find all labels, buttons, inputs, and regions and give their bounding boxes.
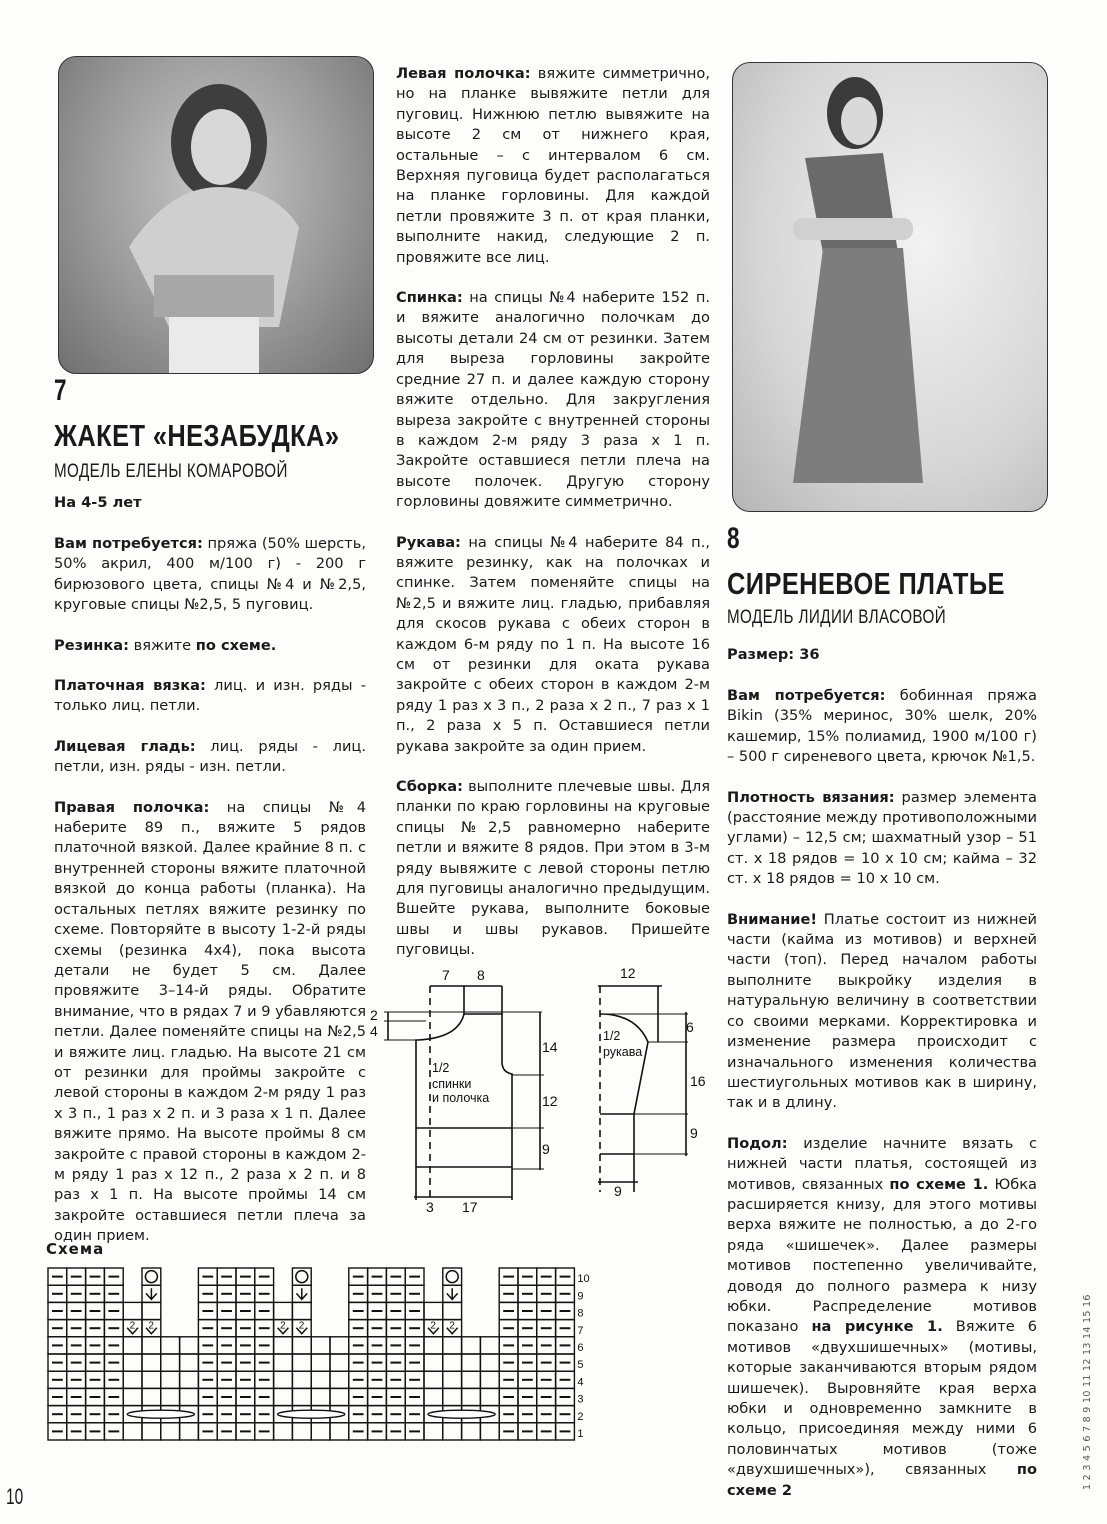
chart-cell bbox=[480, 1388, 499, 1405]
row-number: 2 bbox=[577, 1410, 584, 1423]
cable-symbol bbox=[428, 1410, 495, 1418]
chart-cell bbox=[424, 1423, 443, 1440]
chart-cell bbox=[142, 1423, 161, 1440]
dim-body-rib: 9 bbox=[542, 1141, 550, 1157]
decrease-2-label: 2 bbox=[298, 1320, 305, 1332]
dim-body-top-right: 8 bbox=[477, 967, 485, 983]
chart-cell bbox=[292, 1423, 311, 1440]
chart-cell bbox=[123, 1337, 142, 1354]
chart-cell bbox=[462, 1337, 481, 1354]
back-paragraph: Спинка: на спицы №4 наберите 152 п. и вяжите аналогично полочкам до высоты детали 24 см от резинки. Затем для выреза горловины закройте средние 27 п. и далее каждую сторону вяжите отдельно. Для закругления выреза закройте с внутренней стороны в каждом 2-м ряду 3 раза х 1 п. Закройте оставшиеся петли плеча на высоте полочек. Другую сторону горловины довяжите симметрично. bbox=[396, 289, 710, 511]
body-label-1: 1/2 bbox=[432, 1061, 450, 1075]
chart-cell bbox=[292, 1371, 311, 1388]
body-label-2: спинки bbox=[432, 1077, 472, 1091]
row-number: 8 bbox=[577, 1307, 584, 1320]
body-label-3: и полочка bbox=[432, 1091, 490, 1105]
chart-cell bbox=[330, 1354, 349, 1371]
row-number: 9 bbox=[577, 1290, 584, 1303]
dim-sleeve-bottom: 9 bbox=[614, 1183, 622, 1199]
chart-cell bbox=[480, 1354, 499, 1371]
chart-cell bbox=[462, 1371, 481, 1388]
chart-cell bbox=[424, 1371, 443, 1388]
materials-paragraph: Вам потребуется: пряжа (50% шерсть, 50% акрил, 400 м/100 г) - 200 г бирюзового цвета, спицы №4 и №2,5, круговые спицы №2,5, 5 пуговиц. bbox=[54, 535, 366, 614]
decrease-symbol bbox=[447, 1288, 458, 1299]
chart-cell bbox=[123, 1354, 142, 1371]
model-7-column-2 bbox=[396, 64, 710, 981]
dim-sleeve-length: 16 bbox=[690, 1073, 706, 1089]
chart-cell bbox=[123, 1423, 142, 1440]
right-front-paragraph: Правая полочка: на спицы №4 наберите 89 п., вяжите 5 рядов платочной вязкой. Далее крайние 8 п. с внутренней стороны вяжите платочной вязкой до конца работы (планка). На остальных петлях вяжите резинку по схеме. Повторяйте в высоту 1-2-й ряды схемы (резинка 4х4), пока высота детали не будет 5 см. Далее провяжите 3–14-й ряды. Обратите внимание, что в рядах 7 и 9 убавляются петли. Далее поменяйте спицы на №2,5 и вяжите лиц. гладью. На высоте 21 см от резинки для проймы закройте с левой стороны в каждом 2-м ряду 1 раз х 3 п., 1 раз х 2 п. и 3 раза х 1 п. Далее вяжите прямо. На высоте проймы 8 см закройте с правой стороны в каждом 2-м ряду 1 раз х 12 п., 2 раза х 2 п. и 8 раз х 1 п. На высоте проймы 14 см закройте оставшиеся петли плеча за один прием. bbox=[54, 798, 366, 1245]
chart-cell bbox=[311, 1423, 330, 1440]
model-8-title: СИРЕНЕВОЕ ПЛАТЬЕ bbox=[727, 566, 1005, 601]
chart-cell bbox=[480, 1337, 499, 1354]
chart-cell bbox=[330, 1337, 349, 1354]
sleeve-label-1: 1/2 bbox=[603, 1029, 621, 1043]
chart-cell bbox=[123, 1371, 142, 1388]
cable-symbol bbox=[127, 1410, 194, 1418]
model-8-author: МОДЕЛЬ ЛИДИИ ВЛАСОВОЙ bbox=[727, 607, 947, 628]
chart-cell bbox=[274, 1371, 293, 1388]
dim-body-bottom-left: 3 bbox=[426, 1199, 434, 1215]
pattern-diagram bbox=[366, 962, 706, 1224]
decrease-symbol bbox=[296, 1288, 307, 1299]
chart-cell bbox=[123, 1302, 142, 1319]
photo-girl-jacket bbox=[58, 56, 374, 374]
chart-cell bbox=[161, 1354, 180, 1371]
dim-sleeve-rib: 9 bbox=[690, 1125, 698, 1141]
chart-cell bbox=[142, 1388, 161, 1405]
chart-cell bbox=[161, 1423, 180, 1440]
dim-body-armhole: 14 bbox=[542, 1039, 558, 1055]
hem-paragraph: Подол: изделие начните вязать с нижней части платья, состоящей из мотивов, связанных по схеме 1. Юбка расширяется книзу, для этого мотивы верха вяжите не полностью, а до 2-го ряда «шишечек». Далее размеры мотивов постепенно увеличивайте, доводя до полного размера к низу юбки. Распределение мотивов показано на рисунке 1. Вяжите 6 мотивов «двухшишечных» (мотивы, которые заканчиваются вторым рядом шишечек). Выровняйте края верха юбки и одновременно замкните в кольцо, присоединяя между ними 6 половинчатых мотивов (тоже «двухшишечных»), связанных по схеме 2 bbox=[727, 1134, 1038, 1499]
chart-cell bbox=[480, 1371, 499, 1388]
decrease-2-label: 2 bbox=[148, 1320, 154, 1332]
chart-cell bbox=[180, 1423, 199, 1440]
model-8-number: 8 bbox=[727, 522, 740, 555]
sleeves-paragraph: Рукава: на спицы №4 наберите 84 п., вяжите резинку, как на полочках и спинке. Затем поменяйте спицы на №2,5 и вяжите лиц. гладью, прибавляя для скосов рукава с обеих сторон в каждом 6-м ряду по 1 п. На высоте 16 см от резинки для оката рукава закройте с обеих сторон в каждом 2-м ряду 1 раз х 3 п., 2 раза х 2 п., 7 раз х 1 п., 2 раза х 5 п. Оставшиеся петли рукава закройте за один прием. bbox=[396, 533, 710, 755]
chart-cell bbox=[462, 1423, 481, 1440]
chart-cell bbox=[311, 1354, 330, 1371]
chart-cell bbox=[142, 1354, 161, 1371]
row-number: 5 bbox=[577, 1359, 584, 1372]
row-number: 1 bbox=[577, 1428, 584, 1440]
chart-cell bbox=[443, 1388, 462, 1405]
chart-cell bbox=[274, 1302, 293, 1319]
decrease-2-label: 2 bbox=[430, 1320, 436, 1332]
chart-cell bbox=[330, 1388, 349, 1405]
dress-materials-paragraph: Вам потребуется: бобинная пряжа Bikin (35% меринос, 30% шелк, 20% кашемир, 15% полиамид, 1900 м/100 г) – 500 г сиреневого цвета, крючок №1,5. bbox=[727, 687, 1037, 766]
chart-cell bbox=[142, 1371, 161, 1388]
chart-cell bbox=[161, 1388, 180, 1405]
chart-cell bbox=[180, 1371, 199, 1388]
chart-cell bbox=[443, 1423, 462, 1440]
chart-cell bbox=[424, 1337, 443, 1354]
page-number: 10 bbox=[6, 1484, 24, 1509]
chart-cell bbox=[161, 1337, 180, 1354]
stockinette-paragraph: Лицевая гладь: лиц. ряды - лиц. петли, изн. ряды - изн. петли. bbox=[54, 737, 366, 776]
chart-cell bbox=[142, 1302, 161, 1319]
knitting-chart bbox=[46, 1266, 596, 1442]
decrease-2-label: 2 bbox=[129, 1320, 136, 1332]
chart-cell bbox=[123, 1388, 142, 1405]
chart-cell bbox=[443, 1302, 462, 1319]
chart-cell bbox=[142, 1337, 161, 1354]
attention-paragraph: Внимание! Платье состоит из нижней части (кайма из мотивов) и верхней части (топ). Перед началом работы выполните выкройку изделия в натуральную величину в соответствии со своими мерками. Корректировка и изменение размера происходит с изначального изменения количества шестиугольных мотивов как в ширину, так и в длину. bbox=[727, 910, 1037, 1112]
dim-body-left-bottom: 4 bbox=[370, 1023, 378, 1039]
chart-cell bbox=[274, 1423, 293, 1440]
dim-body-left-top: 2 bbox=[370, 1007, 378, 1023]
model-7-number: 7 bbox=[54, 374, 67, 407]
chart-cell bbox=[292, 1337, 311, 1354]
chart-cell bbox=[443, 1354, 462, 1371]
chart-cell bbox=[180, 1388, 199, 1405]
woman-silhouette-icon bbox=[733, 63, 1047, 511]
row-number: 10 bbox=[577, 1273, 590, 1286]
chart-cell bbox=[292, 1388, 311, 1405]
dim-body-length: 12 bbox=[542, 1093, 558, 1109]
chart-cell bbox=[462, 1388, 481, 1405]
decrease-symbol bbox=[146, 1288, 157, 1299]
gauge-paragraph: Плотность вязания: размер элемента (расстояние между противоположными углами) – 12,5 см; шахматный узор – 51 ст. х 18 рядов = 10 х 10 см; кайма – 32 ст. х 18 рядов = 10 х 10 см. bbox=[727, 788, 1037, 888]
chart-cell bbox=[330, 1423, 349, 1440]
chart-cell bbox=[292, 1354, 311, 1371]
dim-body-bottom-right: 17 bbox=[462, 1199, 478, 1215]
row-number: 7 bbox=[577, 1324, 584, 1337]
row-number: 6 bbox=[577, 1342, 584, 1354]
decrease-2-label: 2 bbox=[449, 1320, 455, 1332]
yarn-over-symbol bbox=[145, 1271, 157, 1283]
chart-cell bbox=[180, 1354, 199, 1371]
model-7-column-1 bbox=[54, 534, 366, 1267]
chart-cell bbox=[274, 1388, 293, 1405]
dim-sleeve-top: 12 bbox=[620, 965, 636, 981]
photo-woman-dress bbox=[732, 62, 1048, 512]
left-front-paragraph: Левая полочка: вяжите симметрично, но на планке вывяжите петли для пуговиц. Нижнюю петлю вывяжите на высоте 2 см от нижнего края, остальные – с интервалом 6 см. Верхняя пуговица будет располагаться на планке горловины. Для каждой петли провяжите 3 п. от края планки, выполните накид, следующие 2 п. провяжите все лиц. bbox=[396, 65, 710, 266]
sleeve-label-2: рукава bbox=[603, 1045, 643, 1059]
row-number: 4 bbox=[577, 1376, 584, 1389]
girl-silhouette-icon bbox=[59, 57, 373, 373]
chart-cell bbox=[274, 1354, 293, 1371]
yarn-over-symbol bbox=[446, 1271, 458, 1283]
chart-cell bbox=[311, 1388, 330, 1405]
chart-cell bbox=[180, 1337, 199, 1354]
dim-body-top-left: 7 bbox=[442, 967, 450, 983]
schema-title: Схема bbox=[46, 1240, 105, 1258]
row-number: 3 bbox=[577, 1393, 584, 1406]
chart-cell bbox=[424, 1302, 443, 1319]
margin-ruler: 1 2 3 4 5 6 7 8 9 10 11 12 13 14 15 16 bbox=[1082, 1294, 1093, 1490]
chart-cell bbox=[443, 1337, 462, 1354]
model-7-title: ЖАКЕТ «НЕЗАБУДКА» bbox=[54, 418, 340, 453]
garter-paragraph: Платочная вязка: лиц. и изн. ряды - только лиц. петли. bbox=[54, 677, 366, 715]
cable-symbol bbox=[278, 1410, 345, 1418]
decrease-2-label: 2 bbox=[280, 1320, 286, 1332]
dim-sleeve-cap: 6 bbox=[686, 1019, 694, 1035]
chart-cell bbox=[274, 1337, 293, 1354]
model-8-column bbox=[727, 686, 1037, 1521]
chart-cell bbox=[424, 1354, 443, 1371]
chart-cell bbox=[330, 1371, 349, 1388]
yarn-over-symbol bbox=[296, 1271, 308, 1283]
chart-cell bbox=[424, 1388, 443, 1405]
chart-cell bbox=[462, 1354, 481, 1371]
assembly-paragraph: Сборка: выполните плечевые швы. Для планки по краю горловины на круговые спицы №2,5 равномерно наберите петли и вяжите 8 рядов. При этом в 3-м ряду вывяжите с левой стороны петлю для пуговицы аналогично предыдущим. Вшейте рукава, выполните боковые швы и швы рукавов. Пришейте пуговицы. bbox=[396, 778, 710, 959]
chart-cell bbox=[311, 1371, 330, 1388]
model-7-author: МОДЕЛЬ ЕЛЕНЫ КОМАРОВОЙ bbox=[54, 461, 288, 482]
chart-cell bbox=[443, 1371, 462, 1388]
chart-cell bbox=[311, 1337, 330, 1354]
rib-paragraph: Резинка: вяжите по схеме. bbox=[54, 636, 277, 654]
model-7-size: На 4-5 лет bbox=[54, 494, 142, 511]
chart-cell bbox=[480, 1423, 499, 1440]
model-8-size: Размер: 36 bbox=[727, 646, 820, 663]
chart-cell bbox=[161, 1371, 180, 1388]
chart-cell bbox=[292, 1302, 311, 1319]
